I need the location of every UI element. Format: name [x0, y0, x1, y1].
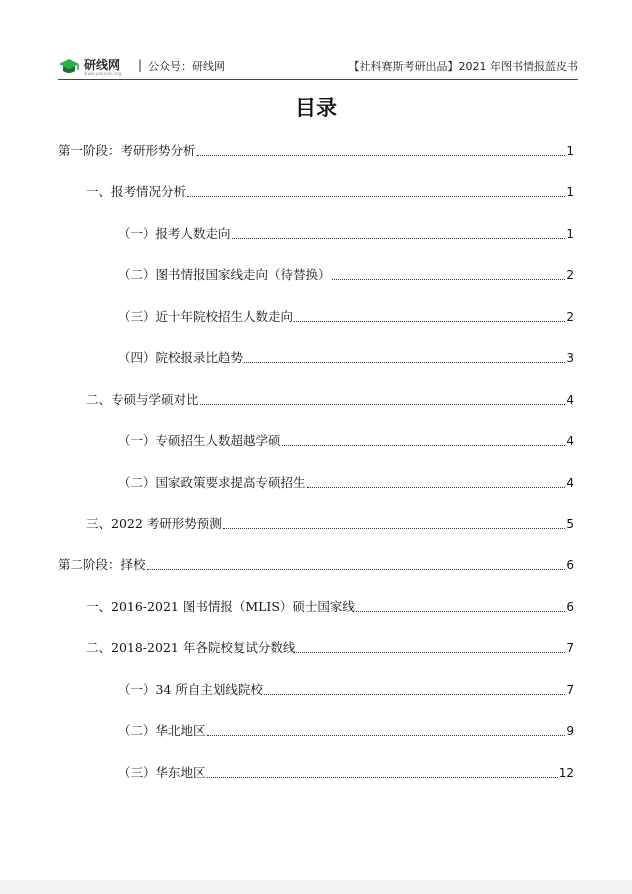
toc-leader — [264, 694, 565, 695]
toc-entry-text: （三）近十年院校招生人数走向 — [118, 309, 294, 324]
brand-name: 研线网 — [84, 58, 121, 72]
toc-entry[interactable] — [86, 595, 574, 615]
toc-page-number: 12 — [558, 766, 574, 780]
toc-entry[interactable] — [118, 346, 574, 366]
toc-entry-text: （三）华东地区 — [118, 765, 206, 780]
header-rule — [58, 79, 578, 80]
toc-page-number: 4 — [566, 476, 574, 490]
toc-leader — [200, 404, 566, 405]
toc-page-number: 1 — [566, 144, 574, 158]
toc-entry[interactable] — [86, 388, 574, 408]
toc-leader — [197, 155, 566, 156]
toc-page-number: 4 — [566, 434, 574, 448]
page-title: 目录 — [295, 96, 337, 120]
toc-leader — [307, 487, 566, 488]
official-account: 公众号：研线网 — [148, 60, 225, 73]
toc-page-number: 3 — [566, 351, 574, 365]
toc-entry[interactable] — [118, 761, 574, 781]
graduation-cap-logo-icon — [58, 58, 80, 76]
toc-leader — [207, 777, 558, 778]
page-bottom-strip — [0, 880, 632, 894]
toc-leader — [207, 735, 566, 736]
toc-entry-text: （二）国家政策要求提高专硕招生 — [118, 475, 306, 490]
toc-entry-text: 第二阶段：择校 — [58, 557, 146, 572]
toc-entry-text: （一）专硕招生人数超越学硕 — [118, 433, 281, 448]
toc-entry-text: （二）图书情报国家线走向（待替换） — [118, 267, 331, 282]
toc-entry[interactable] — [86, 512, 574, 532]
toc-page-number: 6 — [566, 558, 574, 572]
toc-page-number: 9 — [566, 724, 574, 738]
toc-entry[interactable] — [118, 719, 574, 739]
toc-page-number: 7 — [566, 641, 574, 655]
header-separator: | — [138, 58, 143, 72]
toc-entry-text: （一）34 所自主划线院校 — [118, 682, 263, 697]
toc-page-number: 6 — [566, 600, 574, 614]
toc-leader — [223, 528, 566, 529]
page-header — [58, 56, 578, 80]
toc-leader — [282, 445, 566, 446]
toc-page-number: 4 — [566, 393, 574, 407]
toc-entry[interactable] — [118, 471, 574, 491]
toc-page-number: 1 — [566, 185, 574, 199]
toc-page-number: 2 — [566, 268, 574, 282]
toc-entry-text: 二、2018-2021 年各院校复试分数线 — [86, 640, 296, 655]
toc-entry[interactable] — [118, 222, 574, 242]
toc-leader — [187, 196, 565, 197]
toc-page-number: 2 — [566, 310, 574, 324]
toc-entry-text: 一、报考情况分析 — [86, 184, 187, 199]
toc-leader — [294, 321, 565, 322]
toc-entry-text: （一）报考人数走向 — [118, 226, 231, 241]
toc-leader — [296, 652, 565, 653]
toc-entry-text: 第一阶段：考研形势分析 — [58, 143, 196, 158]
toc-page-number: 1 — [566, 227, 574, 241]
toc-leader — [147, 569, 566, 570]
toc-leader — [356, 611, 565, 612]
toc-entry[interactable] — [118, 429, 574, 449]
toc-entry[interactable] — [86, 180, 574, 200]
toc-entry-text: 三、2022 考研形势预测 — [86, 516, 222, 531]
toc-entry-text: （四）院校报录比趋势 — [118, 350, 244, 365]
toc-leader — [332, 279, 566, 280]
toc-entry[interactable] — [118, 678, 574, 698]
toc-entry[interactable] — [118, 263, 574, 283]
toc-entry[interactable] — [118, 305, 574, 325]
toc-entry-text: 一、2016-2021 图书情报（MLIS）硕士国家线 — [86, 599, 355, 614]
toc-entry[interactable] — [58, 139, 574, 159]
toc-entry[interactable] — [86, 636, 574, 656]
brand-url: www.yanxian.org — [84, 71, 122, 76]
toc-entry-text: （二）华北地区 — [118, 723, 206, 738]
header-right-title: 【社科赛斯考研出品】2021 年图书情报蓝皮书 — [348, 60, 578, 73]
toc-page-number: 7 — [566, 683, 574, 697]
toc-entry-text: 二、专硕与学硕对比 — [86, 392, 199, 407]
toc-entry[interactable] — [58, 553, 574, 573]
toc-page-number: 5 — [566, 517, 574, 531]
toc-leader — [244, 362, 565, 363]
toc-leader — [232, 238, 566, 239]
